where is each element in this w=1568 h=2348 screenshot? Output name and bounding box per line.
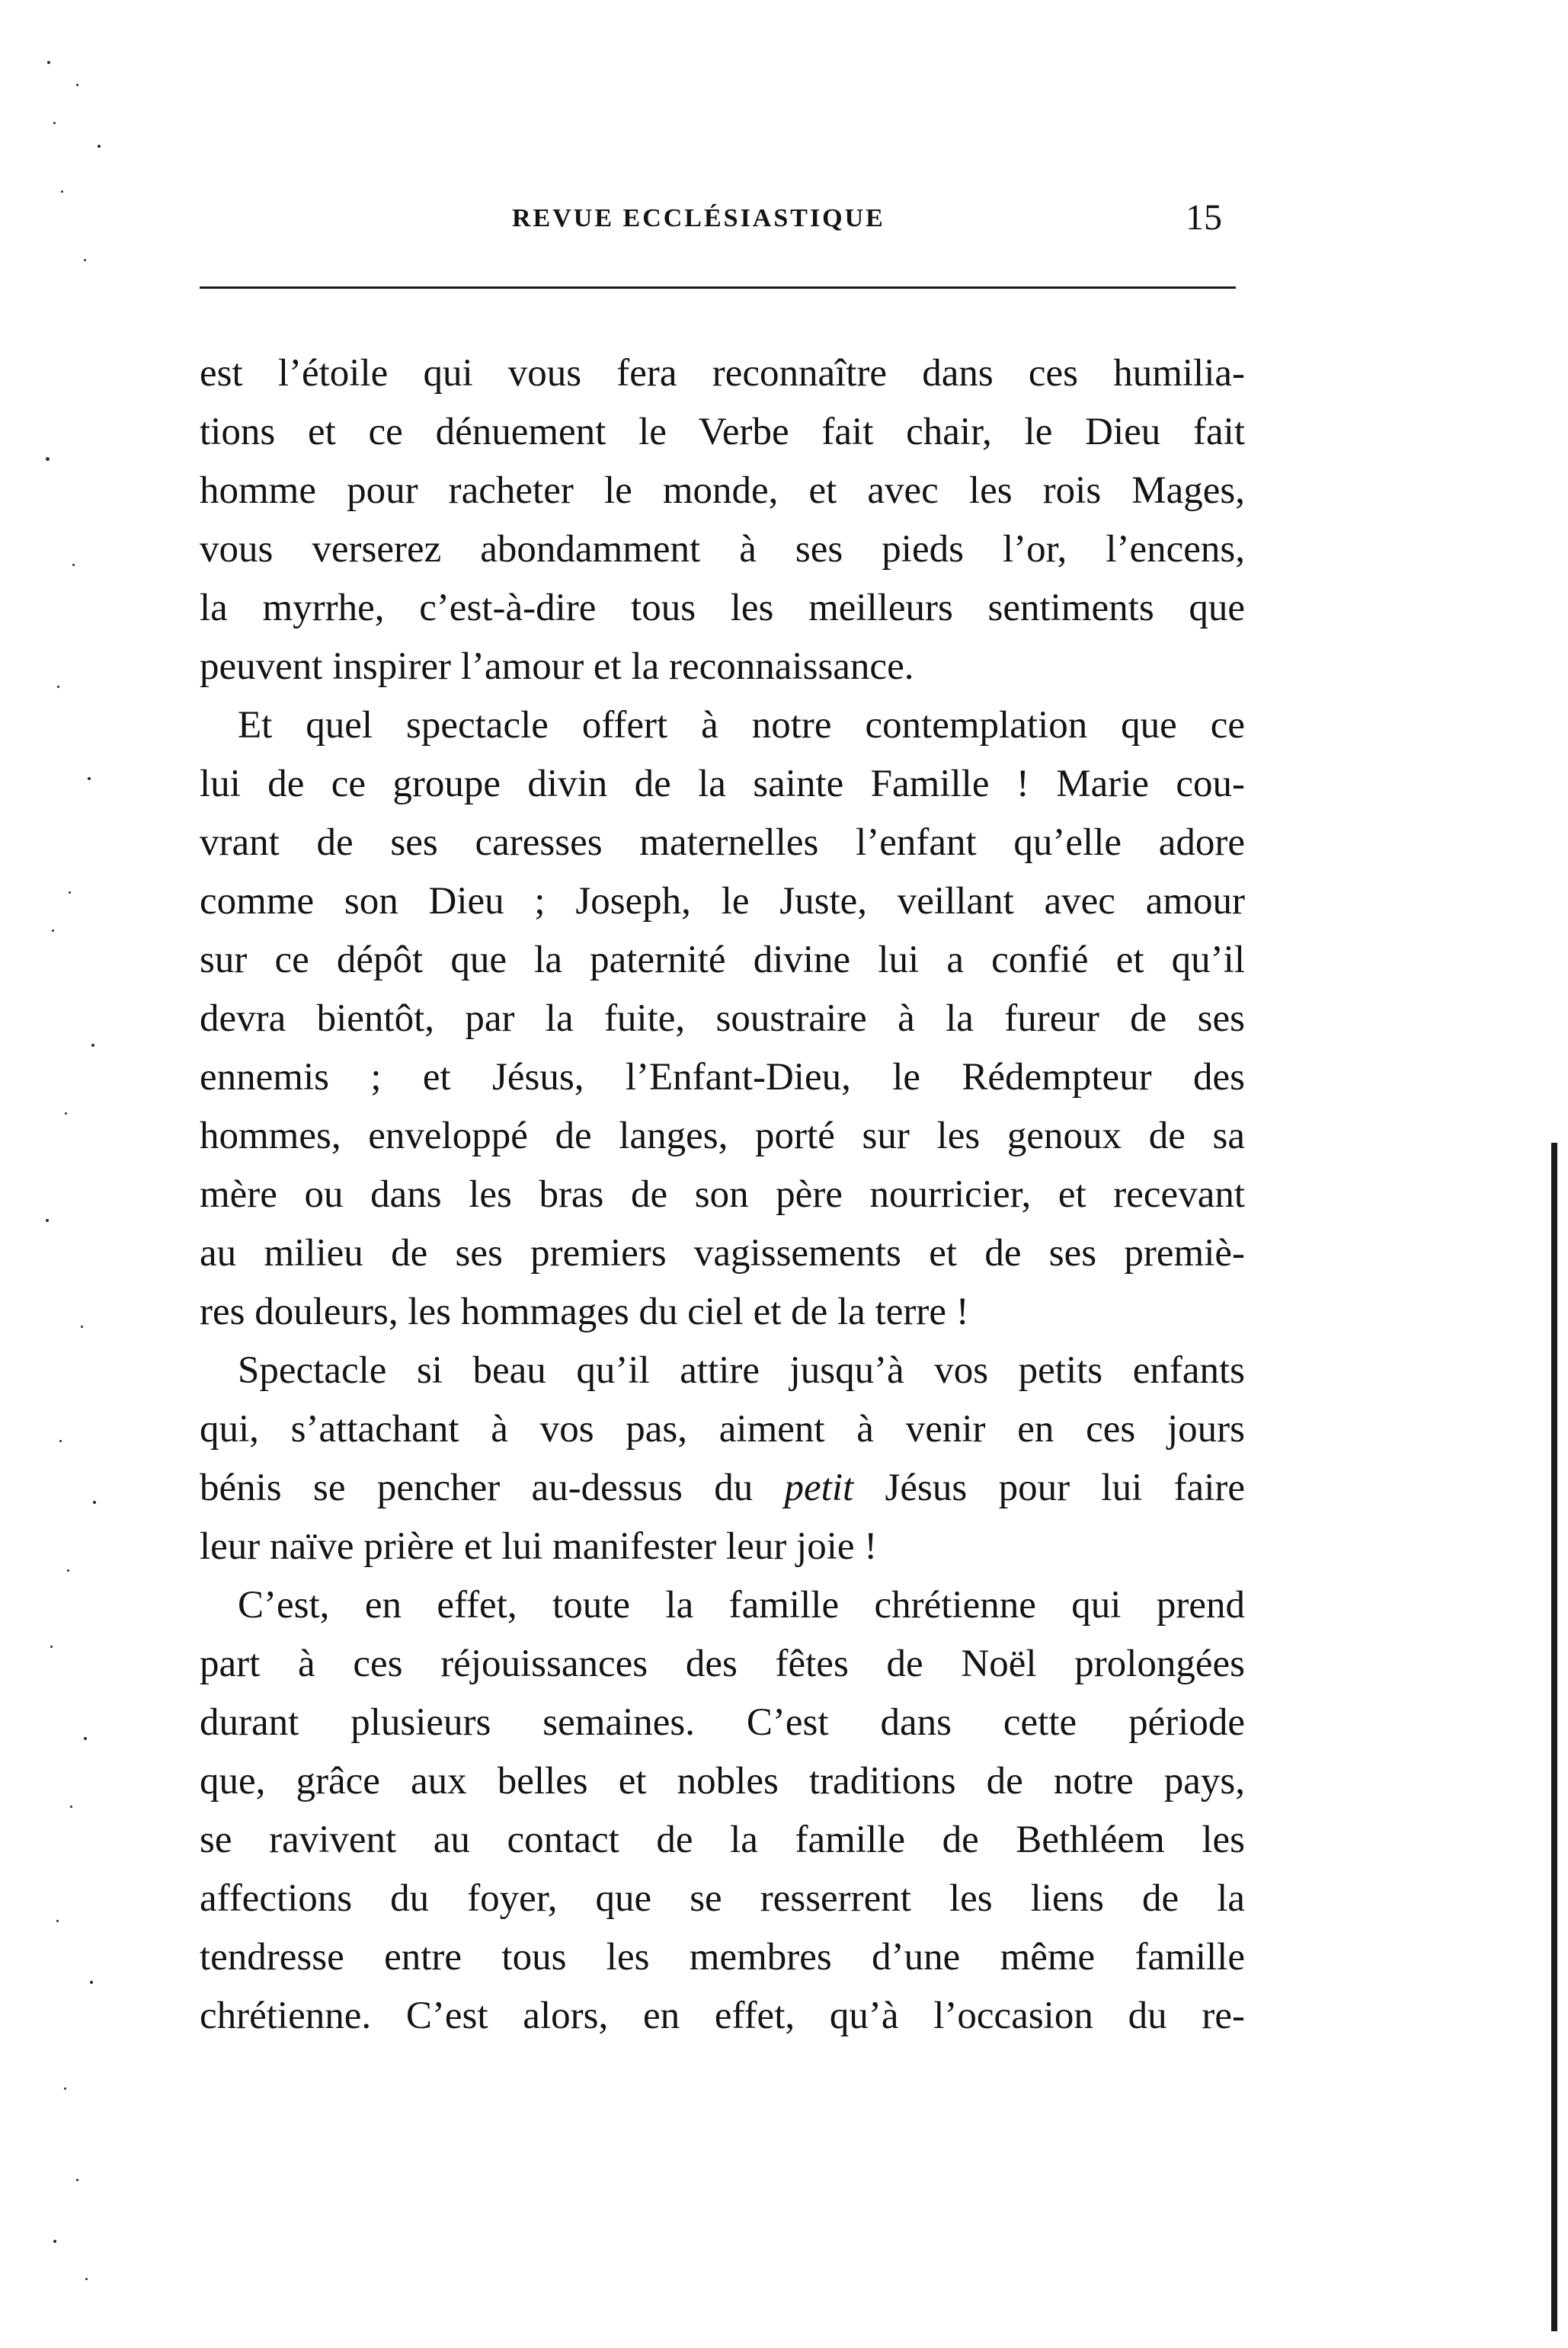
text-line: affections du foyer, que se resserrent les liens de la xyxy=(200,1877,1245,1920)
text-line: homme pour racheter le monde, et avec les rois Mages, xyxy=(200,469,1245,512)
text-line: peuvent inspirer l’amour et la reconnaissance. xyxy=(200,645,914,688)
italic-word: petit xyxy=(784,1467,854,1509)
body-text xyxy=(200,344,1245,2046)
text-line: au milieu de ses premiers vagissements et de ses premiè- xyxy=(200,1232,1245,1275)
scan-speck xyxy=(85,2278,88,2280)
text-line: se ravivent au contact de la famille de Bethléem les xyxy=(200,1819,1245,1861)
text-line: devra bientôt, par la fuite, soustraire à la fureur de ses xyxy=(200,997,1245,1040)
text-line: comme son Dieu ; Joseph, le Juste, veillant avec amour xyxy=(200,880,1245,923)
running-title: REVUE ECCLÉSIASTIQUE xyxy=(512,204,885,232)
text-line: la myrrhe, c’est-à-dire tous les meilleurs sentiments que xyxy=(200,587,1245,629)
scan-speck xyxy=(72,564,75,566)
scan-speck xyxy=(90,1981,93,1984)
scan-speck xyxy=(98,145,101,148)
text-line: C’est, en effet, toute la famille chrétienne qui prend xyxy=(238,1584,1245,1627)
text-line: durant plusieurs semaines. C’est dans cette période xyxy=(200,1701,1245,1744)
scan-speck xyxy=(61,190,63,193)
text-line: qui, s’attachant à vos pas, aiment à venir en ces jours xyxy=(200,1408,1245,1451)
scan-speck xyxy=(57,686,59,688)
scan-speck xyxy=(69,891,71,894)
scan-speck xyxy=(65,1112,67,1115)
text-line: vous verserez abondamment à ses pieds l’or, l’encens, xyxy=(200,528,1245,571)
scan-speck xyxy=(59,1440,62,1442)
scan-speck xyxy=(81,1326,83,1328)
scan-speck xyxy=(52,929,54,932)
text-segment: bénis se pencher au-dessus du xyxy=(200,1467,785,1509)
text-line: tendresse entre tous les membres d’une même famille xyxy=(200,1936,1245,1979)
text-line: est l’étoile qui vous fera reconnaître dans ces humilia- xyxy=(200,352,1245,395)
scan-edge-bar xyxy=(1551,1143,1557,2331)
scan-speck xyxy=(56,1920,59,1922)
scan-speck xyxy=(76,2179,78,2181)
scan-speck xyxy=(47,61,50,64)
scan-speck xyxy=(53,2240,56,2243)
scan-speck xyxy=(76,84,78,86)
scan-speck xyxy=(84,259,86,261)
text-line: que, grâce aux belles et nobles traditions de notre pays, xyxy=(200,1760,1245,1803)
scan-speck xyxy=(67,1569,69,1572)
text-line: chrétienne. C’est alors, en effet, qu’à l’occasion du re- xyxy=(200,1995,1245,2037)
scan-speck xyxy=(50,1646,53,1648)
header-rule xyxy=(200,286,1236,289)
text-line xyxy=(200,1459,1245,1518)
text-line: lui de ce groupe divin de la sainte Famille ! Marie cou- xyxy=(200,763,1245,805)
scan-speck xyxy=(64,2087,66,2090)
text-line: hommes, enveloppé de langes, porté sur les genoux de sa xyxy=(200,1115,1245,1157)
scan-speck xyxy=(70,1806,72,1808)
text-line: res douleurs, les hommages du ciel et de la terre ! xyxy=(200,1291,969,1333)
text-line: leur naïve prière et lui manifester leur joie ! xyxy=(200,1525,878,1568)
text-line: sur ce dépôt que la paternité divine lui a confié et qu’il xyxy=(200,939,1245,981)
text-line: ennemis ; et Jésus, l’Enfant-Dieu, le Rédempteur des xyxy=(200,1056,1245,1099)
scan-speck xyxy=(93,1501,96,1504)
running-header xyxy=(200,197,1237,242)
page-number: 15 xyxy=(1186,197,1222,238)
scan-speck xyxy=(84,1737,87,1740)
text-line: mère ou dans les bras de son père nourricier, et recevant xyxy=(200,1173,1245,1216)
scan-margin-specks xyxy=(30,30,114,2316)
scan-speck xyxy=(91,1044,94,1047)
text-line: Et quel spectacle offert à notre contemplation que ce xyxy=(238,704,1245,747)
text-line: vrant de ses caresses maternelles l’enfant qu’elle adore xyxy=(200,821,1245,864)
text-line: part à ces réjouissances des fêtes de Noël prolongées xyxy=(200,1643,1245,1685)
text-line: tions et ce dénuement le Verbe fait chair, le Dieu fait xyxy=(200,411,1245,453)
scan-speck xyxy=(88,777,91,780)
text-segment: Jésus pour lui faire xyxy=(853,1467,1245,1509)
text-line: Spectacle si beau qu’il attire jusqu’à vos petits enfants xyxy=(238,1349,1245,1392)
scan-speck xyxy=(46,457,50,461)
scan-speck xyxy=(46,1219,49,1222)
scan-speck xyxy=(53,122,56,124)
